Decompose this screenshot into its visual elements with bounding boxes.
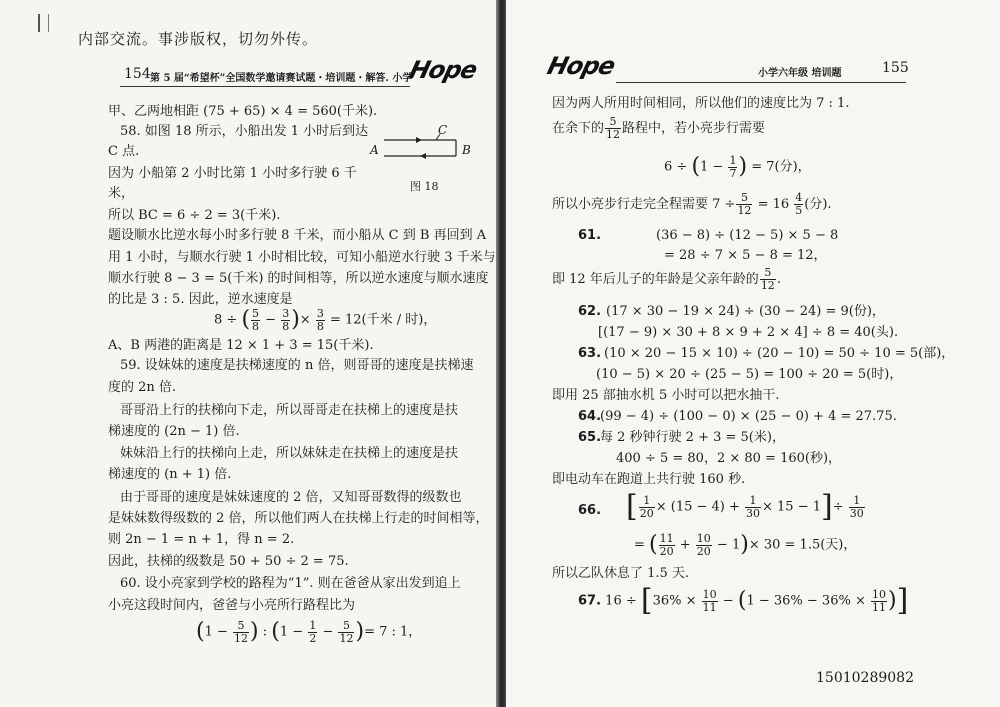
right-formula-66b: = ( $\frac{11}{20}$ + $\frac{10}{20}$ − 1)× 30 = 1.5(天)， (634, 531, 857, 558)
formula-speed-unit: (千米 / 时)， (361, 312, 437, 328)
right-page-number: 155 (882, 60, 909, 76)
left-line-18: 由于哥哥的速度是妹妹速度的 2 倍，又知哥哥数得的级数也 (120, 490, 462, 505)
left-line-2: 58. 如图 18 所示，小船出发 1 小时后到达 (120, 124, 369, 139)
left-line-21: 因此，扶梯的级数是 50 + 50 ÷ 2 = 75. (108, 554, 349, 569)
left-formula-ratio: (1 − $\frac{5}{12}$ ) : (1 − $\frac{1}{2}$ − $\frac{5}{12}$ )= 7 : 1， (196, 618, 422, 645)
problem-61-number: 61. (578, 228, 602, 243)
problem-64-number: 64. (578, 409, 602, 424)
left-page-number: 154 (124, 66, 151, 82)
left-line-15: 梯速度的 (2n − 1) 倍. (108, 424, 240, 439)
right-line-2: 在余下的 $\frac{5}{12}$ 路程中，若小亮步行需要 (552, 115, 766, 141)
left-line-16: 妹妹沿上行的扶梯向上走，所以妹妹走在扶梯上的速度是扶 (120, 446, 459, 461)
left-line-5: 米， (108, 186, 135, 201)
formula-walk-result: = 7(分)， (751, 159, 811, 175)
right-line-1: 因为两人所用时间相同，所以他们的速度比为 7 : 1. (552, 96, 850, 111)
watermark-text: 内部交流。事涉版权，切勿外传。 (78, 30, 319, 48)
left-header-rule (120, 86, 410, 87)
left-line-17: 梯速度的 (n + 1) 倍. (108, 467, 232, 482)
right-line-63c: 即用 25 部抽水机 5 小时可以把水抽干. (552, 388, 780, 403)
right-line-2-end: 路程中，若小亮步行需要 (622, 121, 766, 136)
left-line-22: 60. 设小亮家到学校的路程为“1”. 则在爸爸从家出发到追上 (120, 576, 461, 591)
right-line-65a: 每 2 秒钟行驶 2 + 3 = 5(米)， (600, 430, 785, 445)
right-line-2-start: 在余下的 (552, 121, 605, 136)
right-formula-67: 67. 16 ÷ [36% × $\frac{10}{11}$ − (1 − 36% − 36% × $\frac{10}{11}$ )] (578, 583, 909, 618)
right-line-64: (99 − 4) ÷ (100 − 0) × (25 − 0) + 4 = 27.75. (600, 409, 897, 424)
right-formula-walk: 6 ÷ (1 − $\frac{1}{7}$ ) = 7(分)， (664, 153, 811, 180)
phone-number: 15010289082 (816, 670, 914, 686)
left-line-9: 顺水行驶 8 − 3 = 5(千米) 的时间相等，所以逆水速度与顺水速度 (108, 271, 489, 286)
formula-total-start: 所以小亮步行走完全程需要 7 ÷ (552, 197, 736, 212)
figure-caption: 图 18 (410, 180, 439, 193)
figure-18-diagram (376, 132, 476, 168)
figure-label-a: A (370, 143, 379, 157)
left-formula-speed: 8 ÷ ( $\frac{5}{8}$ − $\frac{3}{8}$ )× $\frac{3}{8}$ = 12(千米 / 时)， (214, 306, 437, 333)
right-formula-total: 所以小亮步行走完全程需要 7 ÷ $\frac{5}{12}$ = 16 $\frac{4}{5}$ (分). (552, 191, 832, 217)
problem-63-number: 63. (578, 346, 602, 361)
right-line-61a: (36 − 8) ÷ (12 − 5) × 5 − 8 (656, 228, 839, 243)
left-line-7: 题设顺水比逆水每小时多行驶 8 千米，而小船从 C 到 B 再回到 A (108, 228, 487, 243)
left-line-14: 哥哥沿上行的扶梯向下走，所以哥哥走在扶梯上的速度是扶 (120, 403, 459, 418)
formula-walk-start: 6 ÷ (664, 159, 688, 175)
right-line-63b: (10 − 5) × 20 ÷ (25 − 5) = 100 ÷ 20 = 5(时)， (596, 367, 903, 382)
problem-67-number: 67. (578, 593, 602, 609)
right-line-61c-text: 即 12 年后儿子的年龄是父亲年龄的 (552, 272, 759, 287)
left-line-11: A、B 两港的距离是 12 × 1 + 3 = 15(千米). (108, 338, 374, 353)
left-line-13: 度的 2n 倍. (108, 380, 177, 395)
problem-66-number: 66. (578, 503, 602, 518)
right-line-65b: 400 ÷ 5 = 80，2 × 80 = 160(秒)， (616, 451, 842, 466)
right-line-61c: 即 12 年后儿子的年龄是父亲年龄的 $\frac{5}{12}$ . (552, 266, 781, 292)
left-line-6: 所以 BC = 6 ÷ 2 = 3(千米). (108, 208, 281, 223)
formula-ratio-result: = 7 : 1， (364, 624, 422, 640)
left-page (0, 0, 498, 707)
right-line-61b: = 28 ÷ 7 × 5 − 8 = 12， (664, 248, 827, 263)
left-line-12: 59. 设妹妹的速度是扶梯速度的 n 倍，则哥哥的速度是扶梯速 (120, 358, 474, 373)
left-header-title: 第 5 届“希望杯”全国数学邀请赛试题・培训题・解答. 小学 (150, 73, 413, 84)
right-header-title: 小学六年级 培训题 (758, 68, 842, 79)
left-line-19: 是妹妹数得级数的 2 倍，所以他们两人在扶梯上行走的时间相等， (108, 511, 489, 526)
right-formula-66a: [ $\frac{1}{20}$ × (15 − 4) + $\frac{1}{30}$ × 15 − 1]÷ $\frac{1}{30}$ (626, 489, 864, 524)
right-header-rule (616, 82, 906, 83)
right-page (506, 0, 1000, 707)
figure-label-b: B (462, 143, 471, 157)
left-line-10: 的比是 3 : 5. 因此，逆水速度是 (108, 292, 293, 307)
figure-label-c: C (438, 123, 448, 137)
right-line-66c: 所以乙队休息了 1.5 天. (552, 566, 690, 581)
right-line-62b: [(17 − 9) × 30 + 8 × 9 + 2 × 4] ÷ 8 = 40(头). (598, 325, 899, 340)
right-line-65c: 即电动车在跑道上共行驶 160 秒. (552, 472, 746, 487)
hope-logo-right: Hope (544, 52, 618, 80)
hope-logo-left: Hope (406, 56, 480, 84)
formula-total-end: (分). (804, 197, 832, 212)
right-line-63a: (10 × 20 − 15 × 10) ÷ (20 − 10) = 50 ÷ 10 = 5(部)， (604, 346, 955, 361)
left-line-1: 甲、乙两地相距 (75 + 65) × 4 = 560(千米). (108, 104, 378, 119)
left-line-4: 因为 小船第 2 小时比第 1 小时多行驶 6 千 (108, 166, 357, 181)
formula-67-start: 16 ÷ (605, 593, 637, 609)
problem-65-number: 65. (578, 430, 602, 445)
left-line-23: 小亮这段时间内，爸爸与小亮所行路程比为 (108, 598, 356, 613)
right-line-62a: (17 × 30 − 19 × 24) ÷ (30 − 24) = 9(份)， (606, 304, 885, 319)
binding-marks (38, 14, 49, 32)
problem-62-number: 62. (578, 304, 602, 319)
formula-66-result: × 30 = 1.5(天)， (748, 537, 857, 553)
left-line-8: 用 1 小时，与顺水行驶 1 小时相比较，可知小船逆水行驶 3 千米与 (108, 250, 496, 265)
left-line-3: C 点. (108, 144, 140, 159)
left-line-20: 则 2n − 1 = n + 1，得 n = 2. (108, 532, 295, 547)
